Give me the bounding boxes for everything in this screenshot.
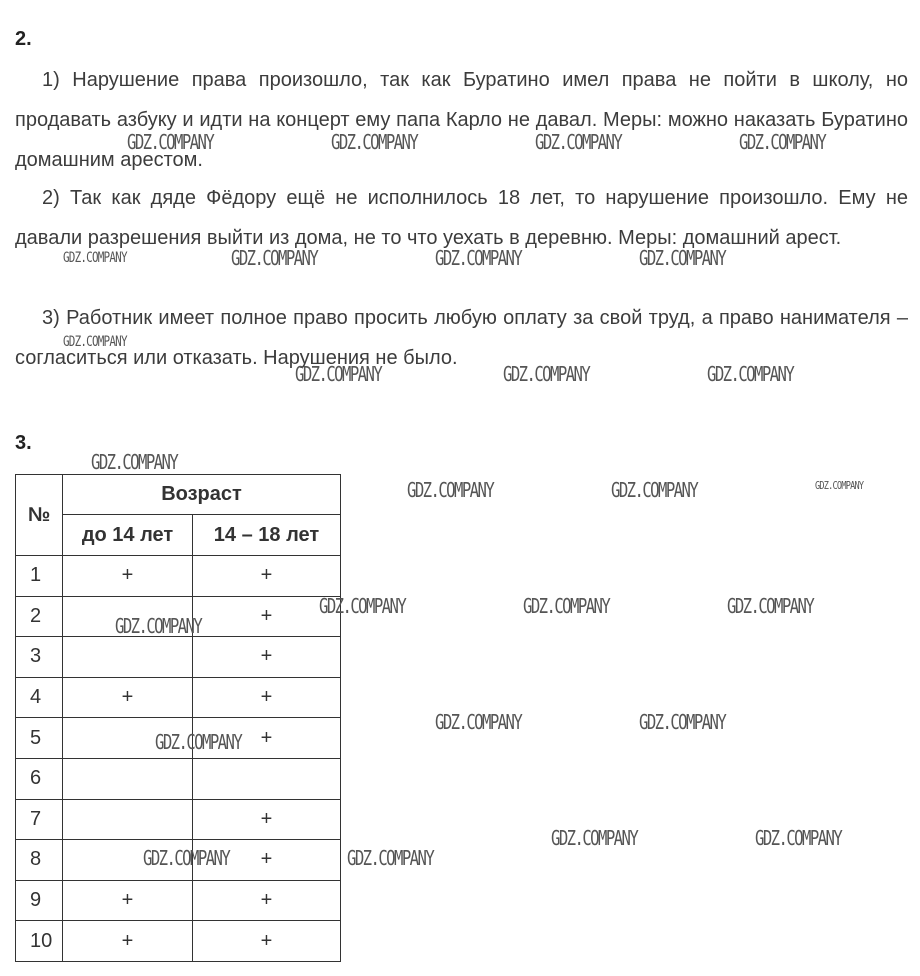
watermark: GDZ.COMPANY (63, 334, 127, 350)
watermark: GDZ.COMPANY (611, 478, 698, 502)
row-number: 7 (16, 799, 63, 840)
watermark: GDZ.COMPANY (295, 362, 382, 386)
watermark: GDZ.COMPANY (435, 710, 522, 734)
cell-under-14: + (63, 921, 193, 962)
cell-14-18: + (193, 677, 341, 718)
row-number: 1 (16, 556, 63, 597)
row-number: 8 (16, 840, 63, 881)
row-number: 10 (16, 921, 63, 962)
table-row (16, 637, 341, 678)
cell-under-14 (63, 799, 193, 840)
watermark: GDZ.COMPANY (435, 246, 522, 270)
table-header-under-14: до 14 лет (63, 515, 193, 556)
watermark: GDZ.COMPANY (503, 362, 590, 386)
table-row (16, 758, 341, 799)
cell-14-18: + (193, 596, 341, 637)
cell-14-18: + (193, 840, 341, 881)
cell-14-18 (193, 758, 341, 799)
cell-under-14: + (63, 880, 193, 921)
cell-under-14 (63, 758, 193, 799)
row-number: 2 (16, 596, 63, 637)
answer-paragraph-2: 2) Так как дяде Фёдору ещё не исполнилось 18 лет, то нарушение произошло. Ему не давали разрешения выйти из дома, не то что уехать в деревню. Меры: домашний арест. (15, 187, 908, 249)
watermark: GDZ.COMPANY (347, 846, 434, 870)
row-number: 5 (16, 718, 63, 759)
cell-14-18: + (193, 921, 341, 962)
watermark: GDZ.COMPANY (707, 362, 794, 386)
row-number: 4 (16, 677, 63, 718)
watermark: GDZ.COMPANY (523, 594, 610, 618)
cell-14-18: + (193, 880, 341, 921)
watermark: GDZ.COMPANY (155, 730, 242, 754)
watermark: GDZ.COMPANY (91, 450, 178, 474)
table-row (16, 921, 341, 962)
cell-14-18: + (193, 556, 341, 597)
watermark: GDZ.COMPANY (639, 246, 726, 270)
table-row (16, 880, 341, 921)
watermark: GDZ.COMPANY (551, 826, 638, 850)
table-header-age: Возраст (63, 475, 341, 515)
watermark: GDZ.COMPANY (127, 130, 214, 154)
watermark: GDZ.COMPANY (815, 479, 864, 492)
table-row (16, 677, 341, 718)
cell-14-18: + (193, 718, 341, 759)
section-3-number: 3. (15, 432, 32, 454)
watermark: GDZ.COMPANY (407, 478, 494, 502)
table-header-14-18: 14 – 18 лет (193, 515, 341, 556)
table-row (16, 799, 341, 840)
watermark: GDZ.COMPANY (639, 710, 726, 734)
row-number: 6 (16, 758, 63, 799)
cell-14-18: + (193, 637, 341, 678)
watermark: GDZ.COMPANY (63, 250, 127, 266)
watermark: GDZ.COMPANY (739, 130, 826, 154)
age-table (15, 474, 341, 962)
watermark: GDZ.COMPANY (319, 594, 406, 618)
cell-under-14: + (63, 677, 193, 718)
table-header-number: № (16, 475, 63, 556)
section-2-number: 2. (15, 28, 32, 50)
cell-14-18: + (193, 799, 341, 840)
cell-under-14: + (63, 556, 193, 597)
answer-paragraph-1: 1) Нарушение права произошло, так как Буратино имел права не пойти в школу, но продавать азбуку и идти на концерт ему папа Карло не давал. Меры: можно наказать Буратино домашним арестом. (15, 69, 908, 171)
watermark: GDZ.COMPANY (231, 246, 318, 270)
table-row (16, 556, 341, 597)
watermark: GDZ.COMPANY (115, 614, 202, 638)
watermark: GDZ.COMPANY (727, 594, 814, 618)
watermark: GDZ.COMPANY (755, 826, 842, 850)
cell-under-14 (63, 637, 193, 678)
watermark: GDZ.COMPANY (331, 130, 418, 154)
answer-paragraph-3: 3) Работник имеет полное право просить любую оплату за свой труд, а право нанимателя – согласиться или отказать. Нарушения не было. (15, 307, 908, 369)
watermark: GDZ.COMPANY (143, 846, 230, 870)
row-number: 3 (16, 637, 63, 678)
watermark: GDZ.COMPANY (535, 130, 622, 154)
row-number: 9 (16, 880, 63, 921)
